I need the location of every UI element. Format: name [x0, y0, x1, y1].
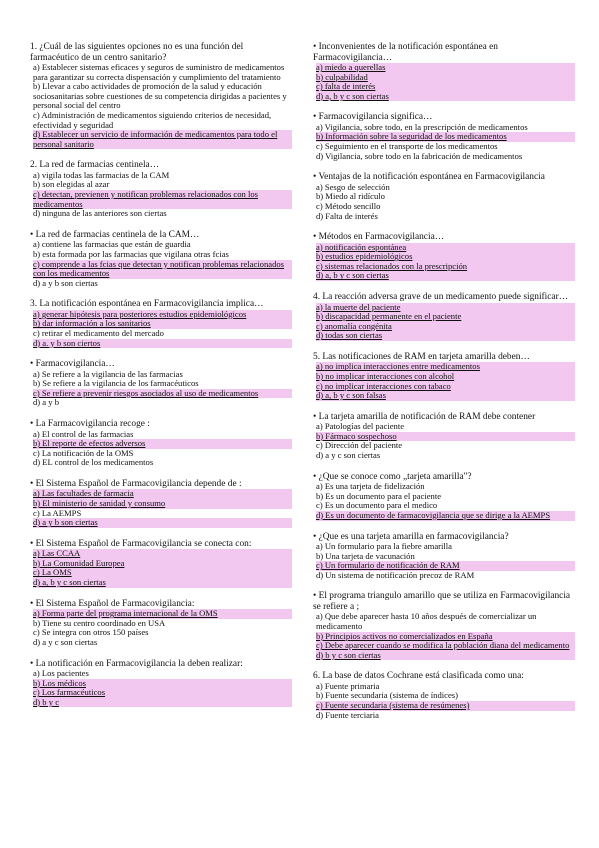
question-block: [313, 352, 575, 401]
answer-option: d) a y b son ciertas: [33, 277, 98, 288]
question-text: • El programa triangulo amarillo que se utiliza en Farmacovigilancia se refiere a ;: [313, 591, 571, 612]
highlighted-answer-option: b) dar información a los sanitarios: [33, 319, 292, 329]
answer-option: b) Llevar a cabo actividades de promoción de la salud y educación sociosanitarias sobre cuestiones de su competencia dirigidas a pacientes y personal social del centro: [33, 81, 287, 111]
answer-option: b) Se refiere a la vigilancia de los farmacéuticos: [33, 378, 199, 389]
answer-option: a) contiene las farmacias que están de guardia: [33, 239, 191, 250]
answer-option: a) El control de las farmacias: [33, 428, 134, 439]
answer-options: [33, 171, 292, 219]
answer-option: a) Patologías del paciente: [316, 421, 405, 432]
answer-options: [316, 612, 575, 660]
answer-option: b) esta formada por las farmacias que vigilana otras fcias: [33, 248, 229, 259]
answer-option: a) Los pacientes: [33, 668, 89, 679]
question-text: • Ventajas de la notificación espontánea en Farmacovigilancia: [313, 172, 545, 183]
highlighted-answer-option: a) miedo a querellas: [316, 63, 575, 73]
highlighted-answer-option: c) comprende a las fcias que detectan y notifican problemas relacionados con los medicamentos: [33, 260, 292, 279]
answer-option: c) Administración de medicamentos siguiendo criterios de necesidad, efectividad y seguridad: [33, 109, 272, 130]
question-text: • El Sistema Español de Farmacovigilancia depende de :: [30, 478, 242, 489]
highlighted-answer-option: d) a, b y c son ciertas: [316, 271, 575, 281]
answer-options: [33, 609, 292, 647]
answer-option: d) a y c son ciertas: [316, 450, 381, 461]
highlighted-answer-option: c) falta de interés: [316, 82, 575, 92]
highlighted-answer-option: c) no implicar interacciones con tabaco: [316, 382, 575, 392]
question-block: [313, 292, 575, 341]
answer-options: [316, 63, 575, 101]
answer-options: [316, 482, 575, 520]
question-block: [313, 472, 575, 521]
answer-option: d) a y b: [33, 397, 60, 408]
answer-option: a) Es una tarjeta de fidelización: [316, 481, 425, 492]
highlighted-answer-option: c) Los farmacéuticos: [33, 688, 292, 698]
question-block: [30, 299, 292, 348]
highlighted-answer-option: d) b y c son ciertas: [316, 651, 575, 661]
answer-option: b) Fuente secundaria (sistema de índices): [316, 690, 458, 701]
question-text: • Farmacovigilancia…: [30, 359, 115, 370]
answer-option: d) Vigilancia, sobre todo en la fabricación de medicamentos: [316, 150, 523, 161]
question-block: [30, 479, 292, 528]
answer-option: c) La notificación de la OMS: [33, 447, 134, 458]
highlighted-answer-option: c) La OMS: [33, 568, 292, 578]
highlighted-answer-option: c) anomalía congénita: [316, 322, 575, 332]
left-column: [30, 42, 292, 718]
answer-options: [33, 370, 292, 408]
highlighted-answer-option: d) Es un documento de farmacovigilancia que se dirige a la AEMPS: [316, 511, 575, 521]
question-text: • Inconvenientes de la notificación espontánea en Farmacovigilancia…: [313, 42, 498, 63]
question-text: • ¿Que se conoce como „tarjeta amarilla"?: [313, 471, 472, 482]
answer-options: [33, 63, 292, 149]
answer-options: [316, 243, 575, 281]
question-block: [30, 419, 292, 468]
answer-option: d) Falta de interés: [316, 210, 378, 221]
right-column: [313, 42, 575, 731]
highlighted-answer-option: c) Fuente secundaria (sistema de resúmenes): [316, 701, 575, 711]
highlighted-answer-option: a) no implica interacciones entre medicamentos: [316, 362, 575, 372]
answer-option: d) Un sistema de notificación precoz de RAM: [316, 569, 475, 580]
question-text: • El Sistema Español de Farmacovigilancia:: [30, 598, 195, 609]
answer-option: c) Método sencillo: [316, 200, 381, 211]
highlighted-answer-option: b) Información sobre la seguridad de los medicamentos: [316, 132, 575, 142]
highlighted-answer-option: b) El reporte de efectos adversos: [33, 439, 292, 449]
question-text: • La Farmacovigilancia recoge :: [30, 419, 150, 430]
answer-option: a) Que debe aparecer hasta 10 años después de comercializar un medicamento: [316, 611, 537, 631]
question-text: • El Sistema Español de Farmacovigilancia se conecta con:: [30, 538, 252, 549]
question-block: [313, 112, 575, 161]
question-block: [313, 42, 575, 101]
answer-options: [33, 549, 292, 587]
answer-option: b) son elegidas al azar: [33, 179, 110, 190]
highlighted-answer-option: d) a. y b son ciertos: [33, 339, 292, 349]
question-text: 5. Las notificaciones de RAM en tarjeta amarilla deben…: [313, 351, 530, 362]
question-block: [30, 160, 292, 218]
answer-option: a) Vigilancia, sobre todo, en la prescripción de medicamentos: [316, 121, 528, 132]
question-block: [313, 412, 575, 461]
question-text: 1. ¿Cuál de las siguientes opciones no es una función del farmacéutico de un centro sanitario?: [30, 42, 244, 63]
highlighted-answer-option: c) sistemas relacionados con la prescripción: [316, 262, 575, 272]
question-block: [313, 591, 575, 660]
highlighted-answer-option: b) Fármaco sospechoso: [316, 432, 575, 442]
answer-options: [33, 240, 292, 288]
answer-option: c) La AEMPS: [33, 507, 82, 518]
highlighted-answer-option: a) generar hipótesis para posteriores estudios epidemiológicos: [33, 310, 292, 320]
question-block: [313, 671, 575, 720]
answer-options: [316, 422, 575, 460]
answer-options: [33, 430, 292, 468]
answer-options: [316, 362, 575, 400]
answer-option: b) Una tarjeta de vacunación: [316, 550, 415, 561]
highlighted-answer-option: c) detectan, previenen y notifican problemas relacionados con los medicamentos: [33, 190, 292, 209]
question-text: • ¿Que es una tarjeta amarilla en farmacovigilancia?: [313, 531, 509, 542]
answer-options: [316, 183, 575, 221]
highlighted-answer-option: d) b y c: [33, 698, 292, 708]
question-block: [313, 532, 575, 581]
question-block: [313, 232, 575, 281]
highlighted-answer-option: a) Las facultades de farmacia: [33, 489, 292, 499]
question-block: [30, 599, 292, 648]
answer-option: c) Seguimiento en el transporte de los medicamentos: [316, 141, 498, 152]
question-block: [313, 172, 575, 221]
question-text: • Métodos en Farmacovigilancia…: [313, 232, 445, 243]
highlighted-answer-option: a) notificación espontánea: [316, 243, 575, 253]
question-text: • Farmacovigilancia significa…: [313, 112, 433, 123]
highlighted-answer-option: d) a, b y c son ciertas: [316, 92, 575, 102]
question-block: [30, 230, 292, 288]
highlighted-answer-option: a) Las CCAA: [33, 549, 292, 559]
question-text: • La red de farmacias centinela de la CAM…: [30, 229, 200, 240]
highlighted-answer-option: c) Un formulario de notificación de RAM: [316, 561, 575, 571]
answer-option: c) retirar el medicamento del mercado: [33, 327, 164, 338]
highlighted-answer-option: d) Establecer un servicio de información de medicamentos para todo el personal sanitario: [33, 130, 292, 149]
highlighted-answer-option: d) todas son ciertas: [316, 331, 575, 341]
answer-option: b) Miedo al ridículo: [316, 191, 385, 202]
answer-option: a) Fuente primaria: [316, 680, 380, 691]
highlighted-answer-option: d) a y b son ciertas: [33, 518, 292, 528]
answer-option: a) Un formulario para la fiebre amarilla: [316, 541, 452, 551]
answer-options: [316, 542, 575, 580]
question-text: 6. La base de datos Cochrane está clasificada como una:: [313, 671, 524, 682]
answer-option: a) Se refiere a la vigilancia de las farmacias: [33, 368, 183, 379]
answer-option: b) Es un documento para el paciente: [316, 490, 442, 501]
highlighted-answer-option: b) Los médicos: [33, 679, 292, 689]
highlighted-answer-option: c) Debe aparecer cuando se modifica la población diana del medicamento: [316, 641, 575, 651]
answer-options: [33, 669, 292, 707]
answer-options: [316, 303, 575, 341]
highlighted-answer-option: b) discapacidad permanente en el paciente: [316, 312, 575, 322]
highlighted-answer-option: b) culpabilidad: [316, 73, 575, 83]
question-text: • La notificación en Farmacovigilancia la deben realizar:: [30, 658, 243, 669]
answer-option: c) Es un documento para el medico: [316, 500, 438, 511]
answer-option: a) vigila todas las farmacias de la CAM: [33, 169, 170, 180]
question-block: [30, 42, 292, 149]
answer-option: b) Tiene su centro coordinado en USA: [33, 617, 166, 628]
highlighted-answer-option: a) Forma parte del programa internacional de la OMS: [33, 609, 292, 619]
question-text: 4. La reacción adversa grave de un medicamento puede significar…: [313, 292, 569, 302]
answer-option: a) Establecer sistemas eficaces y seguros de suministro de medicamentos para garantizar su correcta dispensación y cumplimiento del tratamiento: [33, 62, 285, 82]
answer-option: a) Sesgo de selección: [316, 181, 390, 192]
answer-options: [316, 682, 575, 720]
answer-option: d) EL control de los medicamentos: [33, 457, 154, 468]
question-block: [30, 659, 292, 708]
highlighted-answer-option: a) la muerte del paciente: [316, 303, 575, 313]
question-text: • La tarjeta amarilla de notificación de RAM debe contener: [313, 411, 536, 422]
question-block: [30, 359, 292, 408]
answer-options: [316, 123, 575, 161]
highlighted-answer-option: d) a, b y c son falsas: [316, 391, 575, 401]
answer-options: [33, 310, 292, 348]
question-block: [30, 539, 292, 588]
highlighted-answer-option: d) a, b y c son ciertas: [33, 578, 292, 588]
question-text: 2. La red de farmacias centinela…: [30, 160, 160, 171]
answer-options: [33, 489, 292, 527]
highlighted-answer-option: b) El ministerio de sanidad y consumo: [33, 499, 292, 509]
answer-option: d) a y c son ciertas: [33, 636, 98, 647]
answer-option: d) ninguna de las anteriores son ciertas: [33, 208, 167, 219]
answer-option: d) Fuente terciaria: [316, 709, 379, 720]
question-text: 3. La notificación espontánea en Farmacovigilancia implica…: [30, 299, 264, 310]
highlighted-answer-option: b) no implicar interacciones con alcohol: [316, 372, 575, 382]
highlighted-answer-option: b) estudios epidemiológicos: [316, 252, 575, 262]
answer-option: c) Se integra con otros 150 países: [33, 627, 149, 638]
highlighted-answer-option: c) Se refiere a prevenir riesgos asociados al uso de medicamentos: [33, 389, 292, 399]
highlighted-answer-option: b) Principios activos no comercializados en España: [316, 632, 575, 642]
highlighted-answer-option: b) La Comunidad Europea: [33, 559, 292, 569]
answer-option: c) Dirección del paciente: [316, 440, 403, 451]
